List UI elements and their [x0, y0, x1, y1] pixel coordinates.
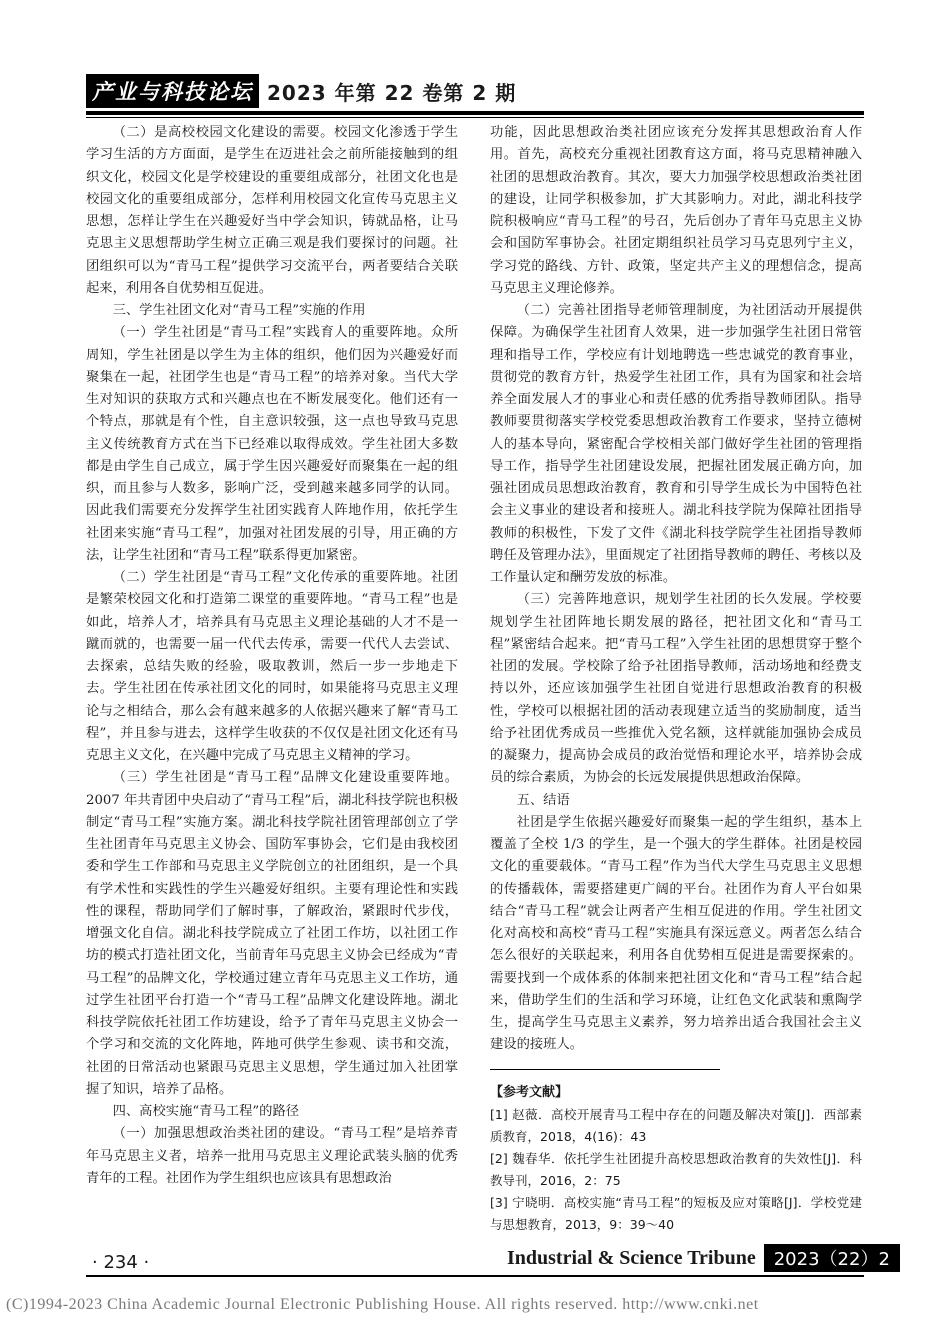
paragraph: （一）学生社团是“青马工程”实践育人的重要阵地。众所周知，学生社团是以学生为主体的组织，他们因为兴趣爱好而聚集在一起，社团学生也是“青马工程”的培养对象。当代大学生对知识的获取方式和兴趣点也在不断发展变化。他们还有一个特点，那就是有个性，自主意识较强，这一点也导致马克思主义传统教育方式在当下已经难以取得成效。学生社团大多数都是由学生自己成立，属于学生因兴趣爱好而聚集在一起的组织，而且参与人数多，影响广泛，受到越来越多同学的认同。因此我们需要充分发挥学生社团实践育人阵地作用，依托学生社团来实施“青马工程”，加强对社团发展的引导，用正确的方法，让学生社团和“青马工程”联系得更加紧密。 [86, 325, 458, 563]
paragraph: （三）学生社团是“青马工程”品牌文化建设重要阵地。2007 年共青团中央启动了“青马工程”后，湖北科技学院也积极制定“青马工程”实施方案。湖北科技学院社团管理部创立了学生社团青年马克思主义协会、国防军事协会，它们是由我校团委和学生工作部和马克思主义学院创立的社团组织，是一个具有学术性和实践性的学生兴趣爱好组织。主要有理论性和实践性的课程，帮助同学们了解时事，了解政治，紧跟时代步伐，增强文化自信。湖北科技学院成立了社团工作坊，以社团工作坊的模式打造社团文化，当前青年马克思主义协会已经成为“青马工程”的品牌文化，学校通过建立青年马克思主义工作坊，通过学生社团平台打造一个“青马工程”品牌文化建设阵地。湖北科技学院依托社团工作坊建设，给予了青年马克思主义协会一个学习和交流的文化阵地，阵地可供学生参观、读书和交流，社团的日常活动也紧跟马克思主义思想，学生通过加入社团掌握了知识，培养了品格。 [86, 770, 458, 1097]
section-heading: 三、学生社团文化对“青马工程”实施的作用 [112, 303, 366, 318]
reference-item: [3] 宁晓明．高校实施“青马工程”的短板及应对策略[J]．学校党建与思想教育，2013，9：39～40 [490, 1194, 862, 1232]
issue-info: 2023 年第 22 卷第 2 期 [267, 80, 517, 105]
section-heading: 五、结语 [516, 792, 570, 808]
reference-item: [2] 魏春华．依托学生社团提升高校思想政治教育的失效性[J]．科教导刊，2016，2：75 [490, 1150, 862, 1188]
paragraph: 功能，因此思想政治类社团应该充分发挥其思想政治育人作用。首先，高校充分重视社团教育这方面，将马克思精神融入社团的思想政治教育。其次，要大力加强学校思想政治类社团的建设，让同学积极参加，扩大其影响力。对此，湖北科技学院积极响应“青马工程”的号召，先后创办了青年马克思主义协会和国防军事协会。社团定期组织社员学习马克思列宁主义，学习党的路线、方针、政策，坚定共产主义的理想信念，提高马克思主义理论修养。 [490, 125, 862, 296]
paragraph: （二）学生社团是“青马工程”文化传承的重要阵地。社团是繁荣校园文化和打造第二课堂的重要阵地。“青马工程”也是如此，培养人才，培养具有马克思主义理论基础的人才不是一蹴而就的，也需要一届一代代去传承，需要一代代人去尝试、去探索，总结失败的经验，吸取教训，然后一步一步地走下去。学生社团在传承社团文化的同时，如果能将马克思主义理论与之相结合，那么会有越来越多的人依据兴趣来了解“青马工程”，并且参与进去，这样学生收获的不仅仅是社团文化还有马克思主义文化，在兴趣中完成了马克思主义精神的学习。 [86, 570, 458, 763]
paragraph: （二）是高校校园文化建设的需要。校园文化渗透于学生学习生活的方方面面，是学生在迈进社会之前所能接触到的组织文化，校园文化是学校建设的重要组成部分，社团文化也是校园文化的重要组成部分，怎样利用校园文化宣传马克思主义思想，怎样让学生在兴趣爱好当中学会知识，铸就品格，让马克思主义思想帮助学生树立正确三观是我们要探讨的问题。社团组织可以为“青马工程”提供学习交流平台，两者要结合关联起来，利用各自优势相互促进。 [86, 125, 458, 296]
paragraph: （三）完善阵地意识，规划学生社团的长久发展。学校要规划学生社团阵地长期发展的路径，把社团文化和“青马工程”紧密结合起来。把“青马工程”入学生社团的思想贯穿于整个社团的发展。学校除了给予社团指导教师，活动场地和经费支持以外，还应该加强学生社团自觉进行思想政治教育的积极性，学校可以根据社团的活动表现建立适当的奖励制度，适当给予社团优秀成员一些推优入党名额，这样就能加强协会成员的凝聚力，提高协会成员的政治觉悟和理论水平，培养协会成员的综合素质，为协会的长远发展提供思想政治保障。 [490, 592, 862, 786]
paragraph: 社团是学生依据兴趣爱好而聚集一起的学生组织，基本上覆盖了全校 1/3 的学生，是一个强大的学生群体。社团是校园文化的重要载体。“青马工程”作为当代大学生马克思主义思想的传播载体，需要搭建更广阔的平台。社团作为育人平台如果结合“青马工程”就会让两者产生相互促进的作用。学生社团文化对高校和高校“青马工程”实施具有深远意义。两者怎么结合怎么很好的关联起来，利用各自优势相互促进是需要探索的。需要找到一个成体系的体制来把社团文化和“青马工程”结合起来，借助学生们的生活和学习环境，让红色文化武装和熏陶学生，提高学生马克思主义素养，努力培养出适合我国社会主义建设的接班人。 [490, 814, 862, 1053]
tribune-name: Industrial & Science Tribune [507, 1246, 756, 1269]
page-header [86, 74, 516, 108]
paragraph: （一）加强思想政治类社团的建设。“青马工程”是培养青年马克思主义者，培养一批用马克思主义理论武装头脑的优秀青年的工程。社团作为学生组织也应该具有思想政治 [86, 1126, 458, 1186]
header-rule-thin [86, 117, 864, 118]
copyright-line: (C)1994-2023 China Academic Journal Electronic Publishing House. All rights reserved. http://www.cnki.net [6, 1296, 759, 1313]
header-rule-thick [86, 111, 864, 115]
journal-title: 产业与科技论坛 [86, 74, 259, 108]
page-number: · 234 · [92, 1252, 150, 1273]
right-column [490, 122, 862, 1236]
reference-item: [1] 赵薇．高校开展青马工程中存在的问题及解决对策[J]．西部素质教育，2018，4(16)：43 [490, 1106, 862, 1144]
references-title: 【参考文献】 [490, 1084, 569, 1100]
left-column [86, 122, 458, 1190]
section-heading: 四、高校实施“青马工程”的路径 [112, 1104, 300, 1119]
paragraph: （二）完善社团指导老师管理制度，为社团活动开展提供保障。为确保学生社团育人效果，进一步加强学生社团日常管理和指导工作，学校应有计划地聘选一些忠诚党的教育事业，贯彻党的教育方针，热爱学生社团工作，具有为国家和社会培养全面发展人才的事业心和责任感的优秀指导教师团队。指导教师要贯彻落实学校党委思想政治教育工作要求，坚持立德树人的基本导向，紧密配合学校相关部门做好学生社团的管理指导工作，指导学生社团建设发展，把握社团发展正确方向，加强社团成员思想政治教育，教育和引导学生成长为中国特色社会主义事业的建设者和接班人。湖北科技学院为保障社团指导教师的积极性，下发了文件《湖北科技学院学生社团指导教师聘任及管理办法》，里面规定了社团指导教师的聘任、考核以及工作量认定和酬劳发放的标准。 [490, 303, 862, 585]
footer-rule [86, 1275, 864, 1277]
footer-issue-box: 2023（22）2 [764, 1244, 900, 1272]
footer-journal [507, 1244, 900, 1272]
references-rule [490, 1069, 720, 1070]
